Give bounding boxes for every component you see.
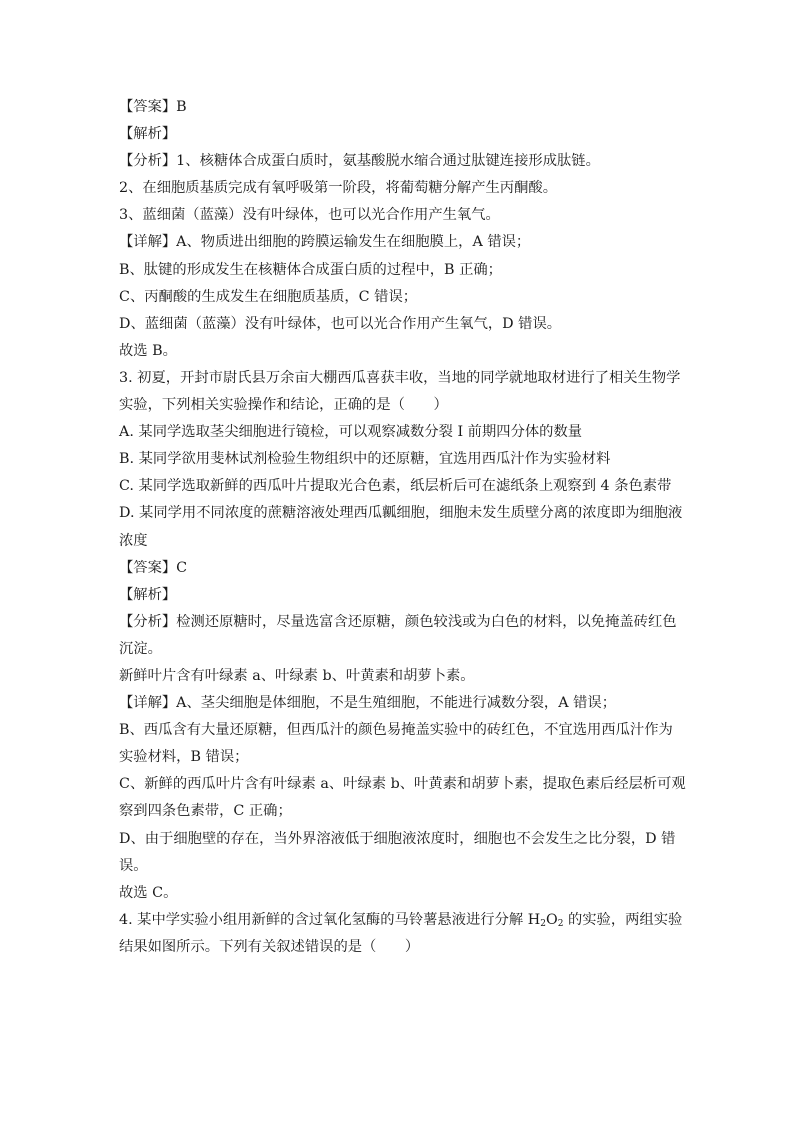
analysis-q3-line3: 新鲜叶片含有叶绿素 a、叶绿素 b、叶黄素和胡萝卜素。 — [119, 667, 475, 684]
detail-option-b: B、肽键的形成发生在核糖体合成蛋白质的过程中，B 正确； — [119, 261, 502, 278]
detail-q3-option-c-line2: 察到四条色素带，C 正确； — [119, 803, 292, 820]
detail-q3-option-d-line1: D、由于细胞壁的存在，当外界溶液低于细胞液浓度时，细胞也不会发生之比分裂，D 错 — [119, 830, 676, 847]
analysis-heading-q2: 【解析】 — [119, 126, 177, 143]
detail-q3-option-b-line1: B、西瓜含有大量还原糖，但西瓜汁的颜色易掩盖实验中的砖红色，不宜选用西瓜汁作为 — [119, 722, 673, 739]
detail-q3-option-b-line2: 实验材料，B 错误； — [119, 749, 249, 766]
document-body — [119, 94, 686, 961]
formula-o: O — [545, 911, 558, 928]
analysis-point-1: 【分析】1、核糖体合成蛋白质时，氨基酸脱水缩合通过肽键连接形成肽链。 — [119, 153, 600, 170]
question-3-stem-line2: 实验，下列相关实验操作和结论，正确的是（ ） — [119, 397, 448, 414]
detail-q3-option-c-line1: C、新鲜的西瓜叶片含有叶绿素 a、叶绿素 b、叶黄素和胡萝卜素，提取色素后经层析可观 — [119, 776, 686, 793]
analysis-q3-line1: 【分析】检测还原糖时，尽量选富含还原糖，颜色较浅或为白色的材料，以免掩盖砖红色 — [119, 613, 677, 630]
detail-q3-option-d-line2: 误。 — [119, 857, 148, 874]
question-4-text-before: 4. 某中学实验小组用新鲜的含过氧化氢酶的马铃薯悬液进行分解 — [119, 911, 528, 928]
question-4-stem-line1 — [119, 907, 683, 934]
analysis-point-2: 2、在细胞质基质完成有氧呼吸第一阶段，将葡萄糖分解产生丙酮酸。 — [119, 180, 557, 197]
question-3-option-d-line1: D. 某同学用不同浓度的蔗糖溶液处理西瓜瓤细胞，细胞未发生质壁分离的浓度即为细胞液 — [119, 505, 683, 522]
conclusion-q3: 故选 C。 — [119, 884, 178, 901]
answer-label-q2: 【答案】B — [119, 99, 187, 115]
detail-option-d: D、蓝细菌（蓝藻）没有叶绿体，也可以光合作用产生氧气，D 错误。 — [119, 315, 562, 332]
analysis-q3-line2: 沉淀。 — [119, 640, 162, 657]
formula-subscript-2: 2 — [557, 918, 564, 929]
answer-label-q3: 【答案】C — [119, 559, 188, 576]
detail-q3-option-a: 【详解】A、茎尖细胞是体细胞，不是生殖细胞，不能进行减数分裂，A 错误； — [119, 695, 616, 712]
question-3-option-a: A. 某同学选取茎尖细胞进行镜检，可以观察减数分裂 I 前期四分体的数量 — [119, 424, 583, 441]
analysis-point-3: 3、蓝细菌（蓝藻）没有叶绿体，也可以光合作用产生氧气。 — [119, 207, 500, 224]
conclusion-q2: 故选 B。 — [119, 342, 177, 359]
formula-subscript-1: 2 — [540, 918, 546, 929]
detail-option-a: 【详解】A、物质进出细胞的跨膜运输发生在细胞膜上，A 错误； — [119, 234, 531, 251]
question-3-option-b: B. 某同学欲用斐林试剂检验生物组织中的还原糖，宜选用西瓜汁作为实验材料 — [119, 451, 611, 468]
question-4-text-after: 的实验，两组实验 — [563, 911, 683, 928]
formula-h: H — [527, 911, 541, 928]
question-3-stem-line1: 3. 初夏，开封市尉氏县万余亩大棚西瓜喜获丰收，当地的同学就地取材进行了相关生物学 — [119, 369, 681, 386]
question-3-option-d-line2: 浓度 — [119, 532, 148, 549]
detail-option-c: C、丙酮酸的生成发生在细胞质基质，C 错误； — [119, 288, 418, 305]
question-4-stem-line2: 结果如图所示。下列有关叙述错误的是（ ） — [119, 938, 420, 955]
analysis-heading-q3: 【解析】 — [119, 586, 177, 603]
question-3-option-c: C. 某同学选取新鲜的西瓜叶片提取光合色素，纸层析后可在滤纸条上观察到 4 条色素带 — [119, 478, 672, 495]
